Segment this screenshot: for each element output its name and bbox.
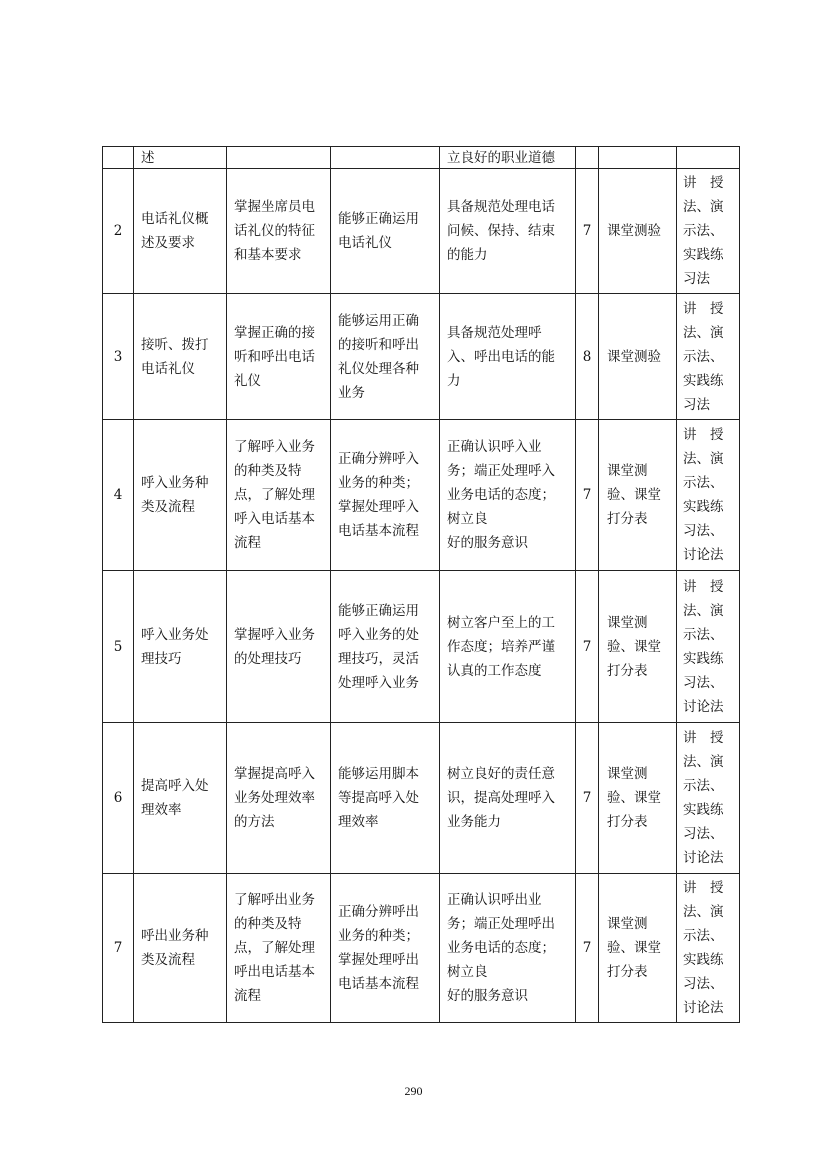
quality-line: 正确认识呼入业务；端正处理呼入业务电话的态度；树立良 <box>447 439 555 527</box>
cell-hours: 7 <box>576 169 599 294</box>
cell-knowledge: 掌握提高呼入业务处理效率的方法 <box>227 723 331 874</box>
cell-knowledge: 了解呼入业务的种类及特点，了解处理呼入电话基本流程 <box>227 420 331 571</box>
cell-number: 4 <box>103 420 134 571</box>
cell-quality: 立良好的职业道德 <box>440 147 576 169</box>
cell-number: 3 <box>103 294 134 420</box>
cell-ability: 正确分辨呼入业务的种类；掌握处理呼入电话基本流程 <box>331 420 440 571</box>
table-row <box>103 571 740 723</box>
cell-unit: 呼入业务处理技巧 <box>134 571 227 723</box>
cell-hours <box>576 147 599 169</box>
cell-method <box>677 147 740 169</box>
cell-quality: 树立客户至上的工作态度；培养严谨认真的工作态度 <box>440 571 576 723</box>
cell-assessment <box>599 147 677 169</box>
cell-knowledge: 掌握呼入业务的处理技巧 <box>227 571 331 723</box>
cell-unit: 呼出业务种类及流程 <box>134 874 227 1023</box>
cell-hours: 7 <box>576 571 599 723</box>
cell-unit: 提高呼入处理效率 <box>134 723 227 874</box>
cell-ability: 正确分辨呼出业务的种类；掌握处理呼出电话基本流程 <box>331 874 440 1023</box>
cell-ability: 能够正确运用电话礼仪 <box>331 169 440 294</box>
table-row <box>103 723 740 874</box>
cell-hours: 7 <box>576 420 599 571</box>
cell-quality <box>440 420 576 571</box>
table-row <box>103 294 740 420</box>
cell-ability: 能够正确运用呼入业务的处理技巧，灵活处理呼入业务 <box>331 571 440 723</box>
cell-number: 7 <box>103 874 134 1023</box>
cell-method: 讲 授法、演示法、实践练习法 <box>677 169 740 294</box>
cell-assessment: 课堂测验 <box>599 169 677 294</box>
quality-line-continued: 好的服务意识 <box>447 988 528 1004</box>
cell-method: 讲 授法、演示法、实践练习法、讨论法 <box>677 420 740 571</box>
cell-assessment: 课堂测验、课堂打分表 <box>599 874 677 1023</box>
cell-assessment: 课堂测验、课堂打分表 <box>599 723 677 874</box>
cell-number <box>103 147 134 169</box>
cell-knowledge: 掌握坐席员电话礼仪的特征和基本要求 <box>227 169 331 294</box>
cell-knowledge: 掌握正确的接听和呼出电话礼仪 <box>227 294 331 420</box>
cell-number: 2 <box>103 169 134 294</box>
cell-unit: 电话礼仪概述及要求 <box>134 169 227 294</box>
cell-assessment: 课堂测验、课堂打分表 <box>599 420 677 571</box>
cell-quality <box>440 874 576 1023</box>
cell-hours: 8 <box>576 294 599 420</box>
quality-line: 正确认识呼出业务；端正处理呼出业务电话的态度；树立良 <box>447 892 555 980</box>
cell-ability <box>331 147 440 169</box>
table-row <box>103 169 740 294</box>
cell-unit: 接听、拨打电话礼仪 <box>134 294 227 420</box>
cell-unit: 述 <box>134 147 227 169</box>
cell-ability: 能够运用正确的接听和呼出礼仪处理各种业务 <box>331 294 440 420</box>
cell-number: 6 <box>103 723 134 874</box>
cell-method: 讲 授法、演示法、实践练习法 <box>677 294 740 420</box>
cell-method: 讲 授法、演示法、实践练习法、讨论法 <box>677 571 740 723</box>
cell-hours: 7 <box>576 723 599 874</box>
cell-assessment: 课堂测验 <box>599 294 677 420</box>
cell-ability: 能够运用脚本等提高呼入处理效率 <box>331 723 440 874</box>
course-table <box>102 146 740 1023</box>
quality-line-continued: 好的服务意识 <box>447 535 528 551</box>
cell-quality: 树立良好的责任意识，提高处理呼入业务能力 <box>440 723 576 874</box>
cell-quality: 具备规范处理呼入、呼出电话的能力 <box>440 294 576 420</box>
page-number: 290 <box>404 1084 423 1098</box>
table-row-continued <box>103 147 740 169</box>
cell-number: 5 <box>103 571 134 723</box>
cell-method: 讲 授法、演示法、实践练习法、讨论法 <box>677 874 740 1023</box>
cell-knowledge: 了解呼出业务的种类及特点，了解处理呼出电话基本流程 <box>227 874 331 1023</box>
cell-assessment: 课堂测验、课堂打分表 <box>599 571 677 723</box>
table-row <box>103 420 740 571</box>
cell-unit: 呼入业务种类及流程 <box>134 420 227 571</box>
table-row <box>103 874 740 1023</box>
cell-knowledge <box>227 147 331 169</box>
cell-quality: 具备规范处理电话问候、保持、结束的能力 <box>440 169 576 294</box>
cell-hours: 7 <box>576 874 599 1023</box>
cell-method: 讲 授法、演示法、实践练习法、讨论法 <box>677 723 740 874</box>
